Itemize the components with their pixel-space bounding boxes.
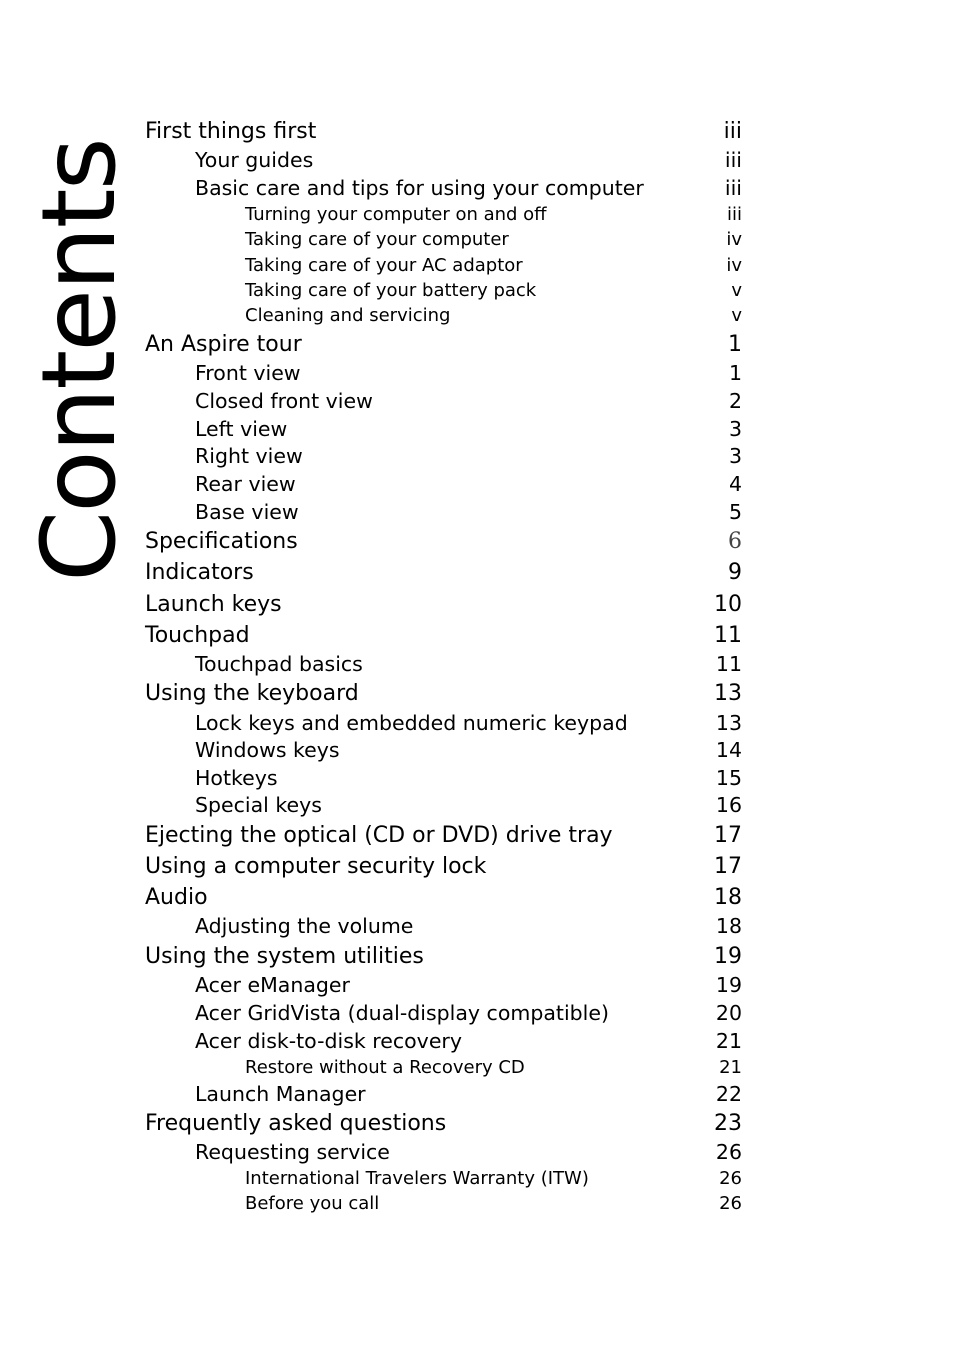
toc-entry[interactable] (0, 118, 954, 146)
toc-entry[interactable] (0, 710, 954, 736)
toc-entry-page: 19 (714, 944, 742, 969)
toc-entry-page: iii (724, 148, 742, 172)
toc-entry-title: An Aspire tour (145, 332, 302, 357)
toc-entry-page: 17 (714, 854, 742, 879)
toc-entry-title: Turning your computer on and off (245, 204, 547, 225)
toc-entry-title: Adjusting the volume (195, 914, 414, 938)
toc-entry[interactable] (0, 559, 954, 587)
toc-entry-page: 22 (715, 1082, 742, 1106)
toc-entry-title: Touchpad (145, 623, 250, 648)
toc-entry-page: 10 (714, 592, 742, 617)
toc-entry-page: iii (724, 176, 742, 200)
toc-entry[interactable] (0, 1139, 954, 1165)
toc-entry-page: 17 (714, 823, 742, 848)
toc-entry[interactable] (0, 680, 954, 708)
toc-entry-title: Left view (195, 417, 288, 441)
toc-entry-title: Frequently asked questions (145, 1111, 447, 1136)
toc-entry-page: 18 (715, 914, 742, 938)
toc-entry-page: v (731, 280, 742, 301)
toc-entry-title: Ejecting the optical (CD or DVD) drive tray (145, 823, 613, 848)
toc-entry-page: 2 (728, 389, 742, 413)
toc-entry-title: Acer disk-to-disk recovery (195, 1029, 462, 1053)
toc-entry-title: Your guides (195, 148, 314, 172)
toc-entry-page: 21 (715, 1029, 742, 1053)
toc-entry[interactable] (0, 416, 954, 442)
toc-entry[interactable] (0, 853, 954, 881)
toc-entry[interactable] (0, 175, 954, 201)
toc-entry-title: First things first (145, 119, 317, 144)
toc-entry-title: Taking care of your battery pack (245, 280, 537, 301)
toc-entry-page: 26 (715, 1140, 742, 1164)
toc-entry[interactable] (0, 203, 954, 227)
toc-entry-page: 15 (715, 766, 742, 790)
toc-entry-title: Windows keys (195, 738, 340, 762)
toc-entry-page: 11 (715, 652, 742, 676)
toc-entry-title: Launch keys (145, 592, 282, 617)
toc-entry-page: 21 (719, 1057, 742, 1078)
toc-entry-title: Rear view (195, 472, 296, 496)
toc-entry[interactable] (0, 943, 954, 971)
toc-entry[interactable] (0, 1081, 954, 1107)
toc-entry-title: Closed front view (195, 389, 373, 413)
toc-entry[interactable] (0, 331, 954, 359)
toc-entry-title: Taking care of your AC adaptor (245, 255, 523, 276)
toc-entry-page: 26 (719, 1193, 742, 1214)
toc-entry[interactable] (0, 792, 954, 818)
toc-entry-title: Lock keys and embedded numeric keypad (195, 711, 628, 735)
toc-entry[interactable] (0, 471, 954, 497)
toc-entry-page: iv (726, 229, 742, 250)
toc-entry-title: Right view (195, 444, 303, 468)
toc-entry-title: Touchpad basics (195, 652, 363, 676)
toc-entry-title: Using the keyboard (145, 681, 359, 706)
toc-entry[interactable] (0, 737, 954, 763)
toc-entry-page: 1 (728, 332, 742, 357)
toc-entry-title: Hotkeys (195, 766, 278, 790)
toc-entry-page: 6 (728, 529, 742, 554)
toc-entry-page: 18 (714, 885, 742, 910)
toc-entry-title: Cleaning and servicing (245, 305, 451, 326)
toc-entry-page: 3 (728, 417, 742, 441)
toc-entry-title: Basic care and tips for using your computer (195, 176, 644, 200)
toc-entry-title: Using the system utilities (145, 944, 424, 969)
toc-entry-title: International Travelers Warranty (ITW) (245, 1168, 589, 1189)
toc-entry-title: Before you call (245, 1193, 380, 1214)
toc-entry[interactable] (0, 884, 954, 912)
toc-entry[interactable] (0, 279, 954, 303)
toc-entry[interactable] (0, 651, 954, 677)
toc-entry[interactable] (0, 304, 954, 328)
toc-entry-title: Taking care of your computer (245, 229, 509, 250)
toc-entry-page: 19 (715, 973, 742, 997)
toc-entry[interactable] (0, 1028, 954, 1054)
toc-entry[interactable] (0, 913, 954, 939)
toc-entry-page: iii (723, 119, 742, 144)
toc-entry[interactable] (0, 1000, 954, 1026)
toc-entry[interactable] (0, 822, 954, 850)
toc-entry-page: 4 (728, 472, 742, 496)
toc-entry-page: iii (726, 204, 742, 225)
toc-entry-page: 16 (715, 793, 742, 817)
toc-entry-title: Audio (145, 885, 208, 910)
toc-entry[interactable] (0, 765, 954, 791)
toc-entry-page: 13 (715, 711, 742, 735)
toc-entry[interactable] (0, 591, 954, 619)
toc-entry-title: Restore without a Recovery CD (245, 1057, 525, 1078)
toc-entry[interactable] (0, 147, 954, 173)
contents-heading: Contents (20, 139, 139, 582)
toc-entry-title: Special keys (195, 793, 322, 817)
toc-entry-title: Acer eManager (195, 973, 350, 997)
toc-entry-title: Using a computer security lock (145, 854, 487, 879)
toc-entry[interactable] (0, 1110, 954, 1138)
toc-entry-page: iv (726, 255, 742, 276)
toc-entry-page: 9 (728, 560, 742, 585)
toc-entry[interactable] (0, 254, 954, 278)
toc-entry-title: Requesting service (195, 1140, 390, 1164)
toc-entry[interactable] (0, 360, 954, 386)
toc-entry[interactable] (0, 622, 954, 650)
toc-entry[interactable] (0, 1056, 954, 1080)
toc-entry[interactable] (0, 528, 954, 556)
toc-entry-title: Indicators (145, 560, 254, 585)
toc-entry-page: 20 (715, 1001, 742, 1025)
toc-entry-page: 5 (728, 500, 742, 524)
toc-entry-page: 11 (714, 623, 742, 648)
toc-entry-title: Acer GridVista (dual-display compatible) (195, 1001, 609, 1025)
toc-entry[interactable] (0, 499, 954, 525)
toc-entry[interactable] (0, 972, 954, 998)
toc-entry[interactable] (0, 1167, 954, 1191)
toc-entry-page: 1 (728, 361, 742, 385)
toc-entry-page: 23 (714, 1111, 742, 1136)
toc-entry[interactable] (0, 443, 954, 469)
toc-entry-page: 14 (715, 738, 742, 762)
toc-entry-title: Specifications (145, 529, 298, 554)
toc-entry-page: v (731, 305, 742, 326)
toc-entry-page: 26 (719, 1168, 742, 1189)
toc-entry-page: 3 (728, 444, 742, 468)
toc-entry[interactable] (0, 228, 954, 252)
toc-entry-title: Front view (195, 361, 301, 385)
toc-entry-title: Launch Manager (195, 1082, 366, 1106)
toc-entry[interactable] (0, 388, 954, 414)
toc-entry[interactable] (0, 1192, 954, 1216)
toc-entry-title: Base view (195, 500, 299, 524)
toc-entry-page: 13 (714, 681, 742, 706)
